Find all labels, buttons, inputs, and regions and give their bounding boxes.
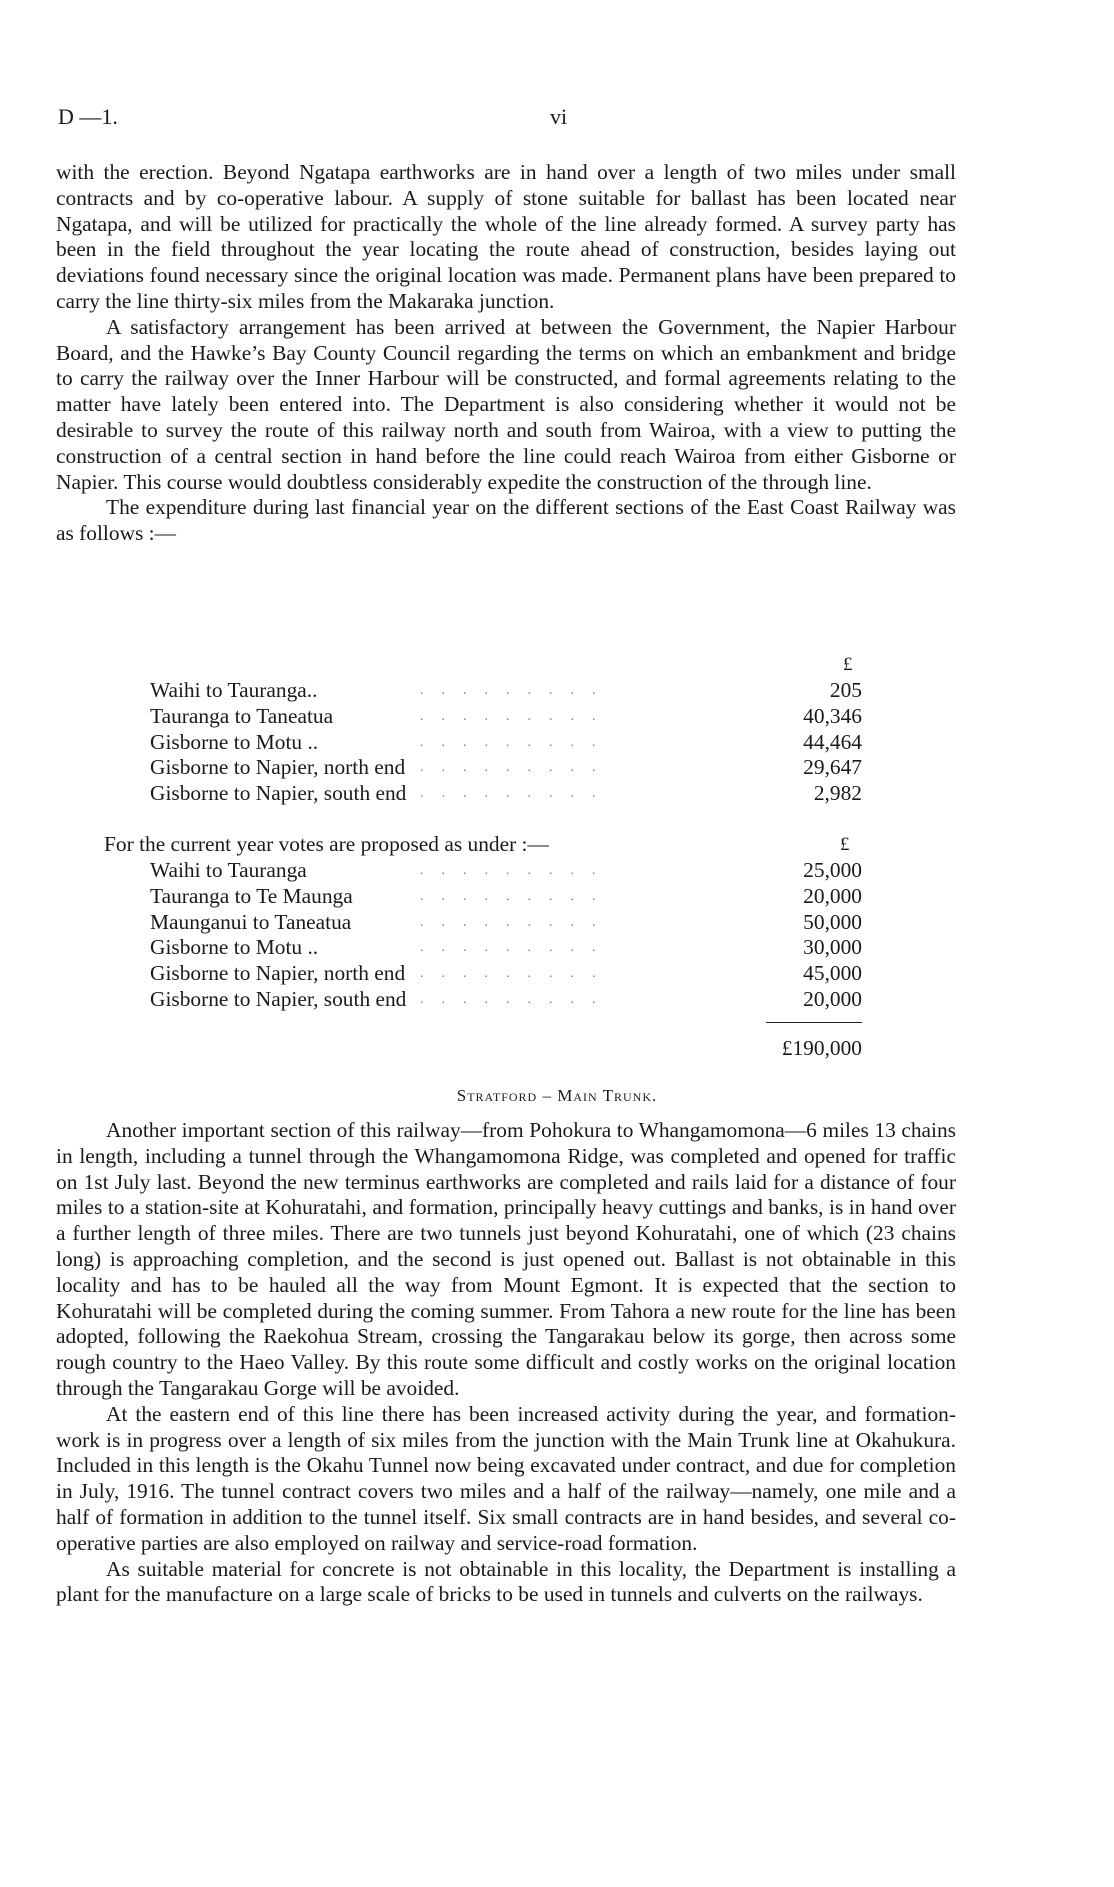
table-row (150, 884, 862, 910)
table-row (150, 961, 862, 987)
amount: 45,000 (803, 961, 862, 986)
table-row (150, 704, 862, 730)
leader-dots: ......... (420, 683, 614, 698)
paragraph: At the eastern end of this line there has been increased activity during the year, and formation-work is in progress over a length of six miles from the junction with the Main Trunk line at Okahukura. Included in this length is the Okahu Tunnel now being excavated under contract, and due for completion in July, 1916. The tunnel contract covers two miles and a half of the railway—namely, one mile and a half of formation in addition to the tunnel itself. Six small contracts are in hand besides, and several co-operative parties are also employed on railway and service-road formation. (56, 1401, 956, 1555)
expenditure-table (150, 678, 862, 807)
section-name: Gisborne to Napier, south end (150, 781, 407, 806)
table-row (150, 858, 862, 884)
amount: 44,464 (803, 729, 862, 754)
document-code: D —1. (58, 104, 118, 129)
page-number: vi (550, 104, 568, 129)
leader-dots: ......... (420, 991, 614, 1007)
total-rule (766, 1022, 862, 1023)
amount: 2,982 (813, 781, 862, 806)
leader-dots: ......... (420, 940, 614, 956)
section-name: Gisborne to Napier, north end (150, 755, 406, 780)
votes-table (150, 858, 862, 1013)
section-name: Maunganui to Taneatua (150, 909, 352, 934)
paragraph: A satisfactory arrangement has been arrived at between the Government, the Napier Harbour Board, and the Hawke’s Bay County Council regarding the terms on which an embankment and bridge to carry the railway over the Inner Harbour will be constructed, and formal agreements relating to the matter have lately been entered into. The Department is also considering whether it would not be desirable to survey the route of this railway north and south from Wairoa, with a view to putting the construction of a central section in hand before the line could reach Wairoa from either Gisborne or Napier. This course would doubtless considerably expedite the construction of the through line. (56, 314, 956, 494)
section-name: Gisborne to Motu .. (150, 935, 319, 960)
leader-dots: ......... (420, 708, 614, 724)
currency-symbol: £ (840, 834, 850, 855)
leader-dots: ......... (420, 914, 614, 930)
section-name: Tauranga to Taneatua (150, 703, 334, 728)
leader-dots: ......... (420, 734, 614, 750)
section-name: Waihi to Tauranga.. (150, 678, 318, 702)
leader-dots: ......... (420, 786, 614, 802)
votes-intro: For the current year votes are proposed as under :— (104, 832, 549, 856)
paragraph: with the erection. Beyond Ngatapa earthworks are in hand over a length of two miles under small contracts and by co-operative labour. A supply of stone suitable for ballast has been located near Ngatapa, and will be utilized for practically the whole of the line already formed. A survey party has been in the field throughout the year locating the route ahead of construction, besides laying out deviations found necessary since the original location was made. Permanent plans have been prepared to carry the line thirty-six miles from the Makaraka junction. (56, 160, 956, 313)
section-name: Tauranga to Te Maunga (150, 883, 353, 908)
table-row (150, 730, 862, 756)
table-row (150, 755, 862, 781)
section-name: Gisborne to Motu .. (150, 729, 319, 754)
table-row (150, 935, 862, 961)
table-row (150, 987, 862, 1013)
amount: 40,346 (803, 703, 862, 728)
leader-dots: ......... (420, 888, 614, 904)
bottom-text-block (56, 1118, 956, 1608)
page-header (58, 104, 958, 136)
currency-symbol: £ (843, 654, 853, 675)
amount: 20,000 (803, 883, 862, 908)
table-row (150, 781, 862, 807)
leader-dots: ......... (420, 760, 614, 776)
paragraph: As suitable material for concrete is not obtainable in this locality, the Department is installing a plant for the manufacture on a large scale of bricks to be used in tunnels and culverts on the railways. (56, 1556, 956, 1607)
section-name: Gisborne to Napier, south end (150, 986, 407, 1011)
section-name: Gisborne to Napier, north end (150, 961, 406, 986)
amount: 29,647 (803, 755, 862, 780)
amount: 50,000 (803, 909, 862, 934)
top-text-block (56, 160, 956, 547)
amount: 25,000 (803, 858, 862, 882)
paragraph: Another important section of this railway—from Pohokura to Whangamomona—6 miles 13 chains in length, including a tunnel through the Whangamomona Ridge, was completed and opened for traffic on 1st July last. Beyond the new terminus earthworks are completed and rails laid for a distance of four miles to a station-site at Kohuratahi, and formation, principally heavy cuttings and banks, is in hand over a further length of three miles. There are two tunnels just beyond Kohuratahi, one of which (23 chains long) is approaching completion, and the second is just opened out. Ballast is not obtainable in this locality and has to be hauled all the way from Mount Egmont. It is expected that the section to Kohuratahi will be completed during the coming summer. From Tahora a new route for the line has been adopted, following the Raekohua Stream, crossing the Tangarakau below its gorge, then across some rough country to the Haeo Valley. By this route some difficult and costly works on the original location through the Tangarakau Gorge will be avoided. (56, 1118, 956, 1400)
leader-dots: ......... (420, 966, 614, 982)
paragraph: The expenditure during last financial year on the different sections of the East Coast Railway was as follows :— (56, 495, 956, 546)
amount: 20,000 (803, 986, 862, 1011)
table-row (150, 678, 862, 704)
section-heading: Stratford – Main Trunk. (456, 1086, 658, 1105)
table-row (150, 910, 862, 936)
leader-dots: ......... (420, 863, 614, 878)
votes-total: £190,000 (781, 1036, 862, 1060)
amount: 30,000 (803, 935, 862, 960)
section-name: Waihi to Tauranga (150, 858, 307, 882)
amount: 205 (829, 678, 862, 702)
